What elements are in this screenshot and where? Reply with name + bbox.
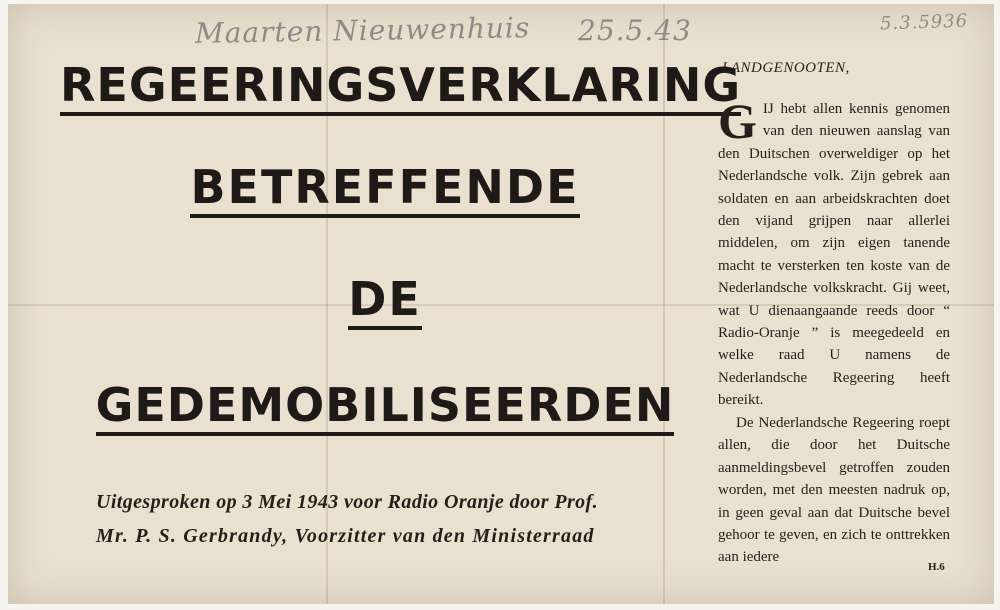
headline-text: GEDEMOBILISEERDEN: [96, 382, 675, 436]
headline-line-2: [60, 160, 710, 218]
headline-line-3: [60, 272, 710, 330]
headline-line-1: [60, 58, 742, 116]
byline-line-1: Uitgesproken op 3 Mei 1943 voor Radio Oranje door Prof.: [96, 491, 598, 513]
salutation: LANDGENOOTEN,: [722, 60, 850, 76]
headline-line-4: [60, 378, 710, 436]
handwritten-name: Maarten Nieuwenhuis: [194, 11, 531, 50]
drop-cap: G: [718, 93, 757, 149]
page-mark: H.6: [928, 561, 945, 573]
headline-text: REGEERINGSVERKLARING: [60, 62, 741, 116]
headline-text: BETREFFENDE: [190, 164, 579, 218]
letter-paragraph-1: [718, 93, 950, 412]
paragraph-text: IJ hebt allen kennis genomen van den nieuwen aanslag van den Duitschen overweldiger op het Nederlandsche volk. Zijn gebrek aan soldaten en aan arbeidskrachten doet den vijand grijpen naar allerlei middelen, om zijn eigen tanende macht te versterken ten koste van de Nederlandsche volkskracht. Gij weet, wat U dienaangaande reeds door “ Radio-Oranje ” is meegedeeld en welke raad U namens de Nederlandsche Regeering heeft bereikt.: [718, 101, 950, 409]
handwritten-date: 25.5.43: [578, 14, 692, 47]
headline-text: DE: [348, 276, 422, 330]
letter-paragraph-2: De Nederlandsche Regeering roept allen, die door het Duitsche aanmeldingsbevel getroffen zouden worden, met den meesten nadruk op, in geen geval aan dat Duitsche bevel gehoor te geven, en zich te onttrekken aan iedere: [718, 415, 950, 566]
byline-line-2: Mr. P. S. Gerbrandy, Voorzitter van den Ministerraad: [96, 525, 595, 547]
archive-number: 5.3.5936: [879, 10, 969, 35]
